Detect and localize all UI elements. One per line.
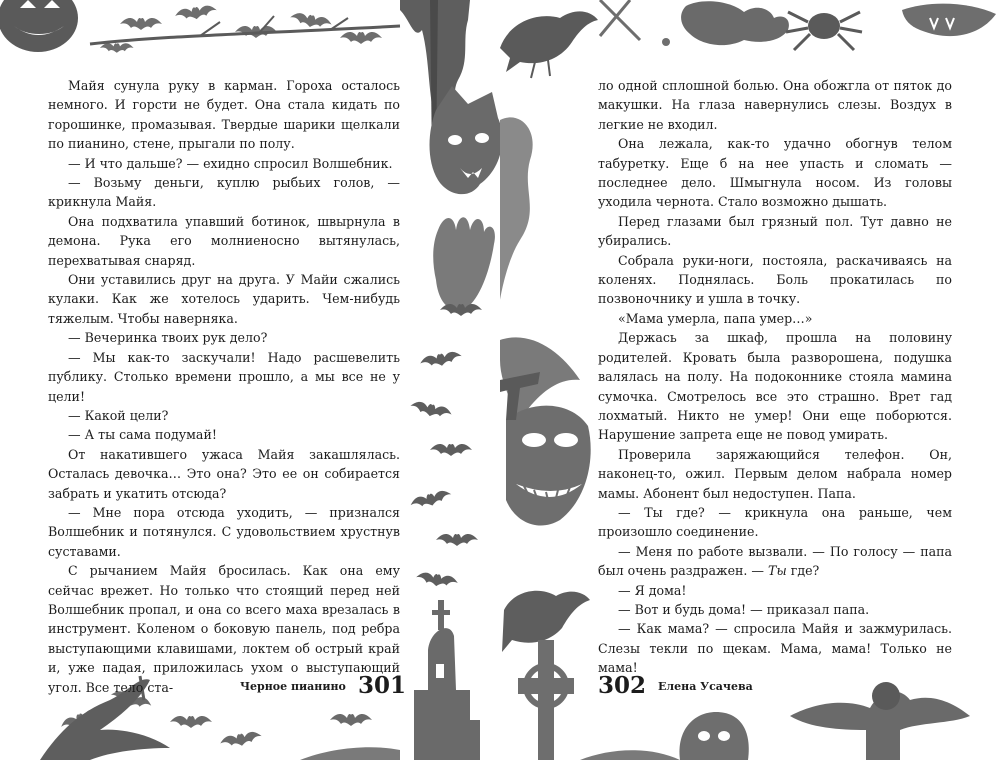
bat-icon xyxy=(440,304,482,316)
skeleton-figure xyxy=(600,0,670,46)
paragraph: «Мама умерла, папа умер…» xyxy=(618,310,813,326)
paragraph: — Ты где? — крикнула она раньше, чем произошло соединение. xyxy=(598,504,952,540)
gutter-bats xyxy=(409,304,482,589)
bat-icon xyxy=(409,489,453,511)
paragraph: Проверила заряжающийся телефон. Он, наконец-то, ожил. Первым делом набрала номер мамы. Абонент был недоступен. Папа. xyxy=(598,446,952,501)
grinning-face-icon xyxy=(506,406,591,526)
gutter-right-shapes xyxy=(500,117,580,420)
paragraph: Она лежала, как-то удачно обогнув телом табуретку. Еще б на нее упасть и сломать — последнее дело. Шмыгнула носом. Из головы уходила чернота. Стало возможно дышать. xyxy=(598,136,952,210)
paragraph: — Я дома! xyxy=(618,582,687,598)
bat-icon xyxy=(330,714,372,726)
bat-icon xyxy=(419,350,462,369)
left-page-footer xyxy=(240,672,407,702)
paragraph: Перед глазами был грязный пол. Тут давно не убирались. xyxy=(598,213,952,249)
bat-icon xyxy=(174,4,217,22)
paragraph: Она подхватила упавший ботинок, швырнула в демона. Рука его молниеносно вытянулась, перехватывая снаряд. xyxy=(48,213,400,268)
bat-icon xyxy=(436,534,478,546)
italic-word: Ты xyxy=(768,563,787,579)
right-page-body xyxy=(598,76,952,678)
paragraph-tail: где? xyxy=(786,563,820,579)
paragraph: ло одной сплошной болью. Она обожгла от пяток до макушки. На глаза навернулись слезы. Воздух в легкие не входил. xyxy=(598,78,952,132)
paragraph: — Как мама? — спросила Майя и зажмурилась. Слезы текли по щекам. Мама, мама! Только не мама! xyxy=(598,621,952,676)
bat-icon xyxy=(415,571,458,589)
skull-icon xyxy=(679,712,748,760)
handprint-icon xyxy=(681,1,789,45)
celtic-cross-icon xyxy=(518,640,574,760)
running-title: Елена Усачева xyxy=(658,680,753,693)
crow-icon xyxy=(500,11,598,78)
paragraph: С рычанием Майя бросилась. Как она ему сейчас врежет. Но только что стоящий перед ней Волшебник пропал, и она со всего маха врезалась в инструмент. Коленом о боковую панель, под ребра выступающими клавишами, локтем об острый край и, уже падая, приложилась ухом о выступающий угол. Все тело ста- xyxy=(48,563,400,695)
bat-icon xyxy=(430,444,472,456)
bat-icon xyxy=(219,730,262,749)
paragraph: — Возьму деньги, куплю рыбьих голов, — крикнула Майя. xyxy=(48,175,400,210)
handprint-icon xyxy=(433,217,495,310)
paragraph: — Мне пора отсюда уходить, — признался Волшебник и потянулся. С удовольствием хрустнув суставами. xyxy=(48,504,400,559)
paragraph: Собрала руки-ноги, постояла, раскачиваясь на коленях. Поднялась. Боль прокатилась по позвоночнику и ушла в точку. xyxy=(598,252,952,307)
paragraph: Держась за шкаф, прошла на половину родителей. Кровать была разворошена, подушка валялась на полу. На подоконнике стояла мамина сумочка. Смотрелось все это страшно. Врет гад лохматый. Никто не умер! Они еще поборются. Нарушение запрета еще не повод умирать. xyxy=(598,330,952,443)
bat-icon xyxy=(170,716,212,728)
spider-icon xyxy=(786,12,862,50)
ground-shadow xyxy=(300,747,680,760)
lips-icon xyxy=(902,4,996,36)
bat-icon xyxy=(120,18,162,30)
paragraph: — Вот и будь дома! — приказал папа. xyxy=(618,601,870,617)
page-number: 301 xyxy=(358,672,407,699)
paragraph: От накатившего ужаса Майя закашлялась. Осталась девочка… Это она? Это ее он собирается забрать и укатить отсюда? xyxy=(48,446,400,501)
bat-icon xyxy=(409,400,453,420)
pumpkin-icon xyxy=(0,0,78,52)
bat-icon xyxy=(100,43,134,53)
paragraph: Они уставились друг на друга. У Майи сжались кулаки. Как же хотелось ударить. Чем-нибудь тяжелым. Чтобы наверняка. xyxy=(48,272,400,326)
running-title: Черное пианино xyxy=(240,680,346,693)
right-page-footer xyxy=(598,672,778,702)
bat-icon xyxy=(289,11,332,30)
paragraph xyxy=(598,542,952,581)
page-number: 302 xyxy=(598,672,647,699)
paragraph-text: — Меня по работе вызвали. — По голосу — папа был очень раздражен. — xyxy=(598,543,952,579)
paragraph: — А ты сама подумай! xyxy=(68,427,217,443)
paragraph: — И что дальше? — ехидно спросил Волшебник. xyxy=(68,155,393,171)
paragraph: Майя сунула руку в карман. Гороха осталось немного. И горсти не будет. Она стала кидать по горошинке, промазывая. Твердые шарики щелкали по пианино, стене, прыгали по полу. xyxy=(48,78,400,152)
left-page-body xyxy=(48,76,400,697)
scarecrow-icon xyxy=(790,682,970,760)
paragraph: — Какой цели? xyxy=(68,407,169,423)
church-icon xyxy=(414,600,480,760)
paragraph: — Вечеринка твоих рук дело? xyxy=(68,330,268,346)
bat-icon xyxy=(340,32,382,44)
paragraph: — Мы как-то заскучали! Надо расшевелить публику. Столько времени прошло, а мы все не у цели! xyxy=(48,349,400,404)
